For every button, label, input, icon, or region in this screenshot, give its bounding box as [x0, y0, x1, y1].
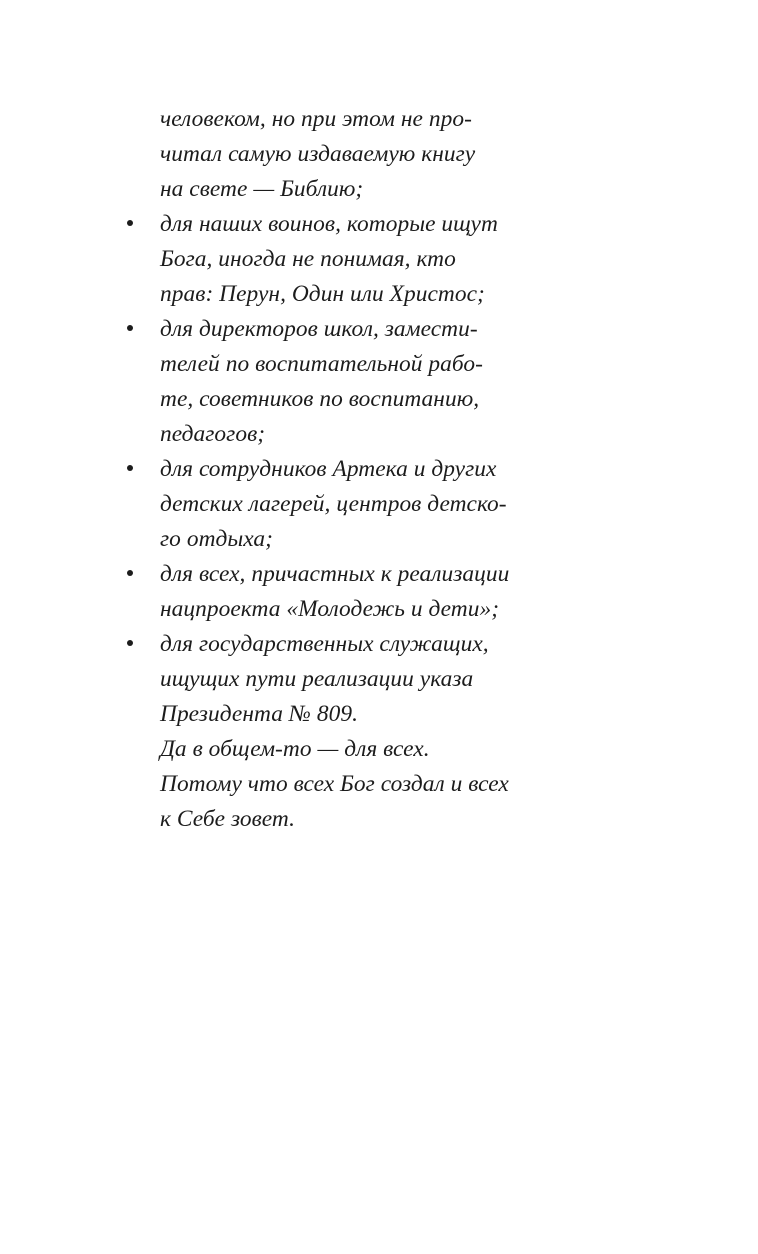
text-line: человеком, но при этом не про-: [160, 106, 472, 132]
list-item: [120, 312, 580, 452]
text-line: Бога, иногда не понимая, кто: [160, 246, 456, 272]
bullet-gutter: [120, 627, 160, 662]
list-item-text: [160, 207, 580, 312]
list-item-continuation: [120, 102, 580, 207]
text-line: педагогов;: [160, 421, 266, 447]
bullet-icon: [127, 465, 133, 471]
list-item: [120, 452, 580, 557]
list-item-text: [160, 102, 580, 207]
bullet-icon: [127, 640, 133, 646]
bullet-gutter: [120, 452, 160, 487]
bullet-gutter: [120, 207, 160, 242]
text-line: прав: Перун, Один или Христос;: [160, 281, 485, 307]
list-item: [120, 557, 580, 627]
text-line: для сотрудников Артека и других: [160, 456, 497, 482]
list-item: [120, 207, 580, 312]
text-line: к Себе зовет.: [160, 806, 296, 832]
text-line: для директоров школ, замести-: [160, 316, 478, 342]
list-item-text: [160, 627, 580, 732]
list-item-text: [160, 557, 580, 627]
text-line: детских лагерей, центров детско-: [160, 491, 507, 517]
text-line: для всех, причастных к реализации: [160, 561, 510, 587]
text-line: Да в общем-то — для всех.: [160, 736, 430, 762]
bullet-icon: [127, 325, 133, 331]
body-text-block: [120, 102, 580, 837]
text-line: телей по воспитательной рабо-: [160, 351, 483, 377]
bullet-icon: [127, 220, 133, 226]
text-line: Потому что всех Бог создал и всех: [160, 771, 509, 797]
text-line: читал самую издаваемую книгу: [160, 141, 476, 167]
list-item-text: [160, 452, 580, 557]
text-line: для государственных служащих,: [160, 631, 489, 657]
text-line: Президента № 809.: [160, 701, 358, 727]
bullet-gutter: [120, 557, 160, 592]
list-item-text: [160, 312, 580, 452]
bullet-gutter: [120, 312, 160, 347]
text-line: нацпроекта «Молодежь и дети»;: [160, 596, 500, 622]
text-line: го отдыха;: [160, 526, 273, 552]
bullet-icon: [127, 570, 133, 576]
closing-paragraph: [120, 732, 580, 837]
list-item: [120, 627, 580, 732]
text-line: на свете — Библию;: [160, 176, 364, 202]
text-line: для наших воинов, которые ищут: [160, 211, 498, 237]
text-line: ищущих пути реализации указа: [160, 666, 474, 692]
closing-paragraph-text: [160, 732, 580, 837]
text-line: те, советников по воспитанию,: [160, 386, 480, 412]
